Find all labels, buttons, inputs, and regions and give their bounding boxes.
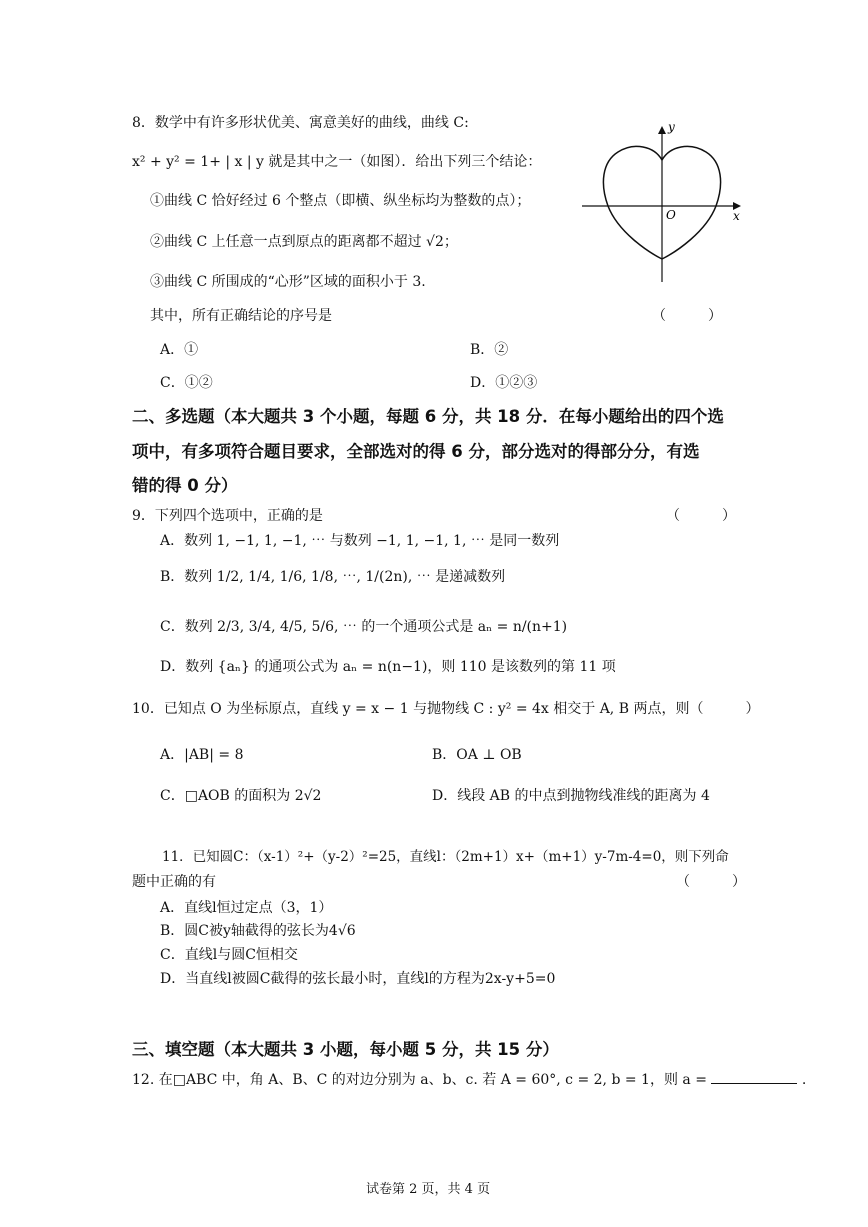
q8-answer-paren: （ ） xyxy=(652,308,722,324)
q9-answer-paren: （ ） xyxy=(666,508,736,524)
q9-stem: 9．下列四个选项中，正确的是 xyxy=(132,508,323,524)
q8-conclusion-2: ②曲线 C 上任意一点到原点的距离都不超过 √2； xyxy=(150,234,458,250)
q8-ask: 其中，所有正确结论的序号是 xyxy=(150,308,332,324)
q12-answer-blank[interactable] xyxy=(711,1069,797,1084)
q10-option-c: C．□AOB 的面积为 2√2 xyxy=(160,788,322,804)
q10-option-b: B．OA ⊥ OB xyxy=(432,747,522,763)
section-2-heading-line2: 项中，有多项符合题目要求，全部选对的得 6 分，部分选对的得部分分，有选 xyxy=(132,442,700,461)
q10-option-d: D．线段 AB 的中点到抛物线准线的距离为 4 xyxy=(432,788,710,804)
q8-conclusion-3: ③曲线 C 所围成的“心形”区域的面积小于 3. xyxy=(150,274,426,290)
q11-line1: 11．已知圆C：（x-1）²+（y-2）²=25，直线l：（2m+1）x+（m+1）y-7m-4=0，则下列命 xyxy=(162,849,729,865)
q11-option-a: A．直线l恒过定点（3，1） xyxy=(160,900,333,916)
q11-option-d: D．当直线l被圆C截得的弦长最小时，直线l的方程为2x-y+5=0 xyxy=(160,971,556,987)
q12-line xyxy=(132,1069,806,1090)
q12-stem: 12. 在□ABC 中，角 A、B、C 的对边分别为 a、b、c. 若 A = 60°, c = 2, b = 1，则 a = xyxy=(132,1072,707,1088)
q8-conclusion-1: ①曲线 C 恰好经过 6 个整点（即横、纵坐标均为整数的点）； xyxy=(150,193,531,209)
section-2-heading-line3: 错的得 0 分） xyxy=(132,476,238,495)
q9-option-c: C．数列 2/3, 3/4, 4/5, 5/6, ⋯ 的一个通项公式是 aₙ = n/(n+1) xyxy=(160,619,568,635)
y-axis-label: y xyxy=(668,122,675,134)
q9-option-a: A．数列 1, −1, 1, −1, ⋯ 与数列 −1, 1, −1, 1, ⋯ 是同一数列 xyxy=(160,533,560,549)
q11-answer-paren: （ ） xyxy=(676,874,746,890)
q8-line2: x² + y² = 1+ | x | y 就是其中之一（如图）．给出下列三个结论： xyxy=(132,154,542,170)
q8-line1: 8．数学中有许多形状优美、寓意美好的曲线，曲线 C: xyxy=(132,115,469,131)
q10-stem: 10．已知点 O 为坐标原点，直线 y = x − 1 与抛物线 C : y² = 4x 相交于 A, B 两点，则（ ） xyxy=(132,701,760,717)
section-3-heading: 三、填空题（本大题共 3 小题，每小题 5 分，共 15 分） xyxy=(132,1040,559,1059)
q8-option-d: D．①②③ xyxy=(470,375,538,391)
section-2-heading-line1: 二、多选题（本大题共 3 个小题，每题 6 分，共 18 分．在每小题给出的四个选 xyxy=(132,407,724,426)
q11-option-c: C．直线l与圆C恒相交 xyxy=(160,947,298,963)
page-footer: 试卷第 2 页，共 4 页 xyxy=(366,1182,491,1197)
y-axis-arrow xyxy=(658,126,666,134)
q12-tail: . xyxy=(801,1072,807,1088)
q8-option-c: C．①② xyxy=(160,375,213,391)
q8-option-a: A．① xyxy=(160,342,199,358)
q11-option-b: B．圆C被y轴截得的弦长为4√6 xyxy=(160,923,356,939)
q9-option-d: D．数列 {aₙ} 的通项公式为 aₙ = n(n−1)，则 110 是该数列的第 11 项 xyxy=(160,659,616,675)
q11-line2: 题中正确的有 xyxy=(132,874,216,890)
q8-option-b: B．② xyxy=(470,342,509,358)
q10-option-a: A．|AB| = 8 xyxy=(160,747,244,763)
heart-curve-figure xyxy=(578,122,748,292)
x-axis-label: x xyxy=(733,209,740,223)
origin-label: O xyxy=(666,208,676,222)
q9-option-b: B．数列 1/2, 1/4, 1/6, 1/8, ⋯, 1/(2n), ⋯ 是递减数列 xyxy=(160,569,506,585)
